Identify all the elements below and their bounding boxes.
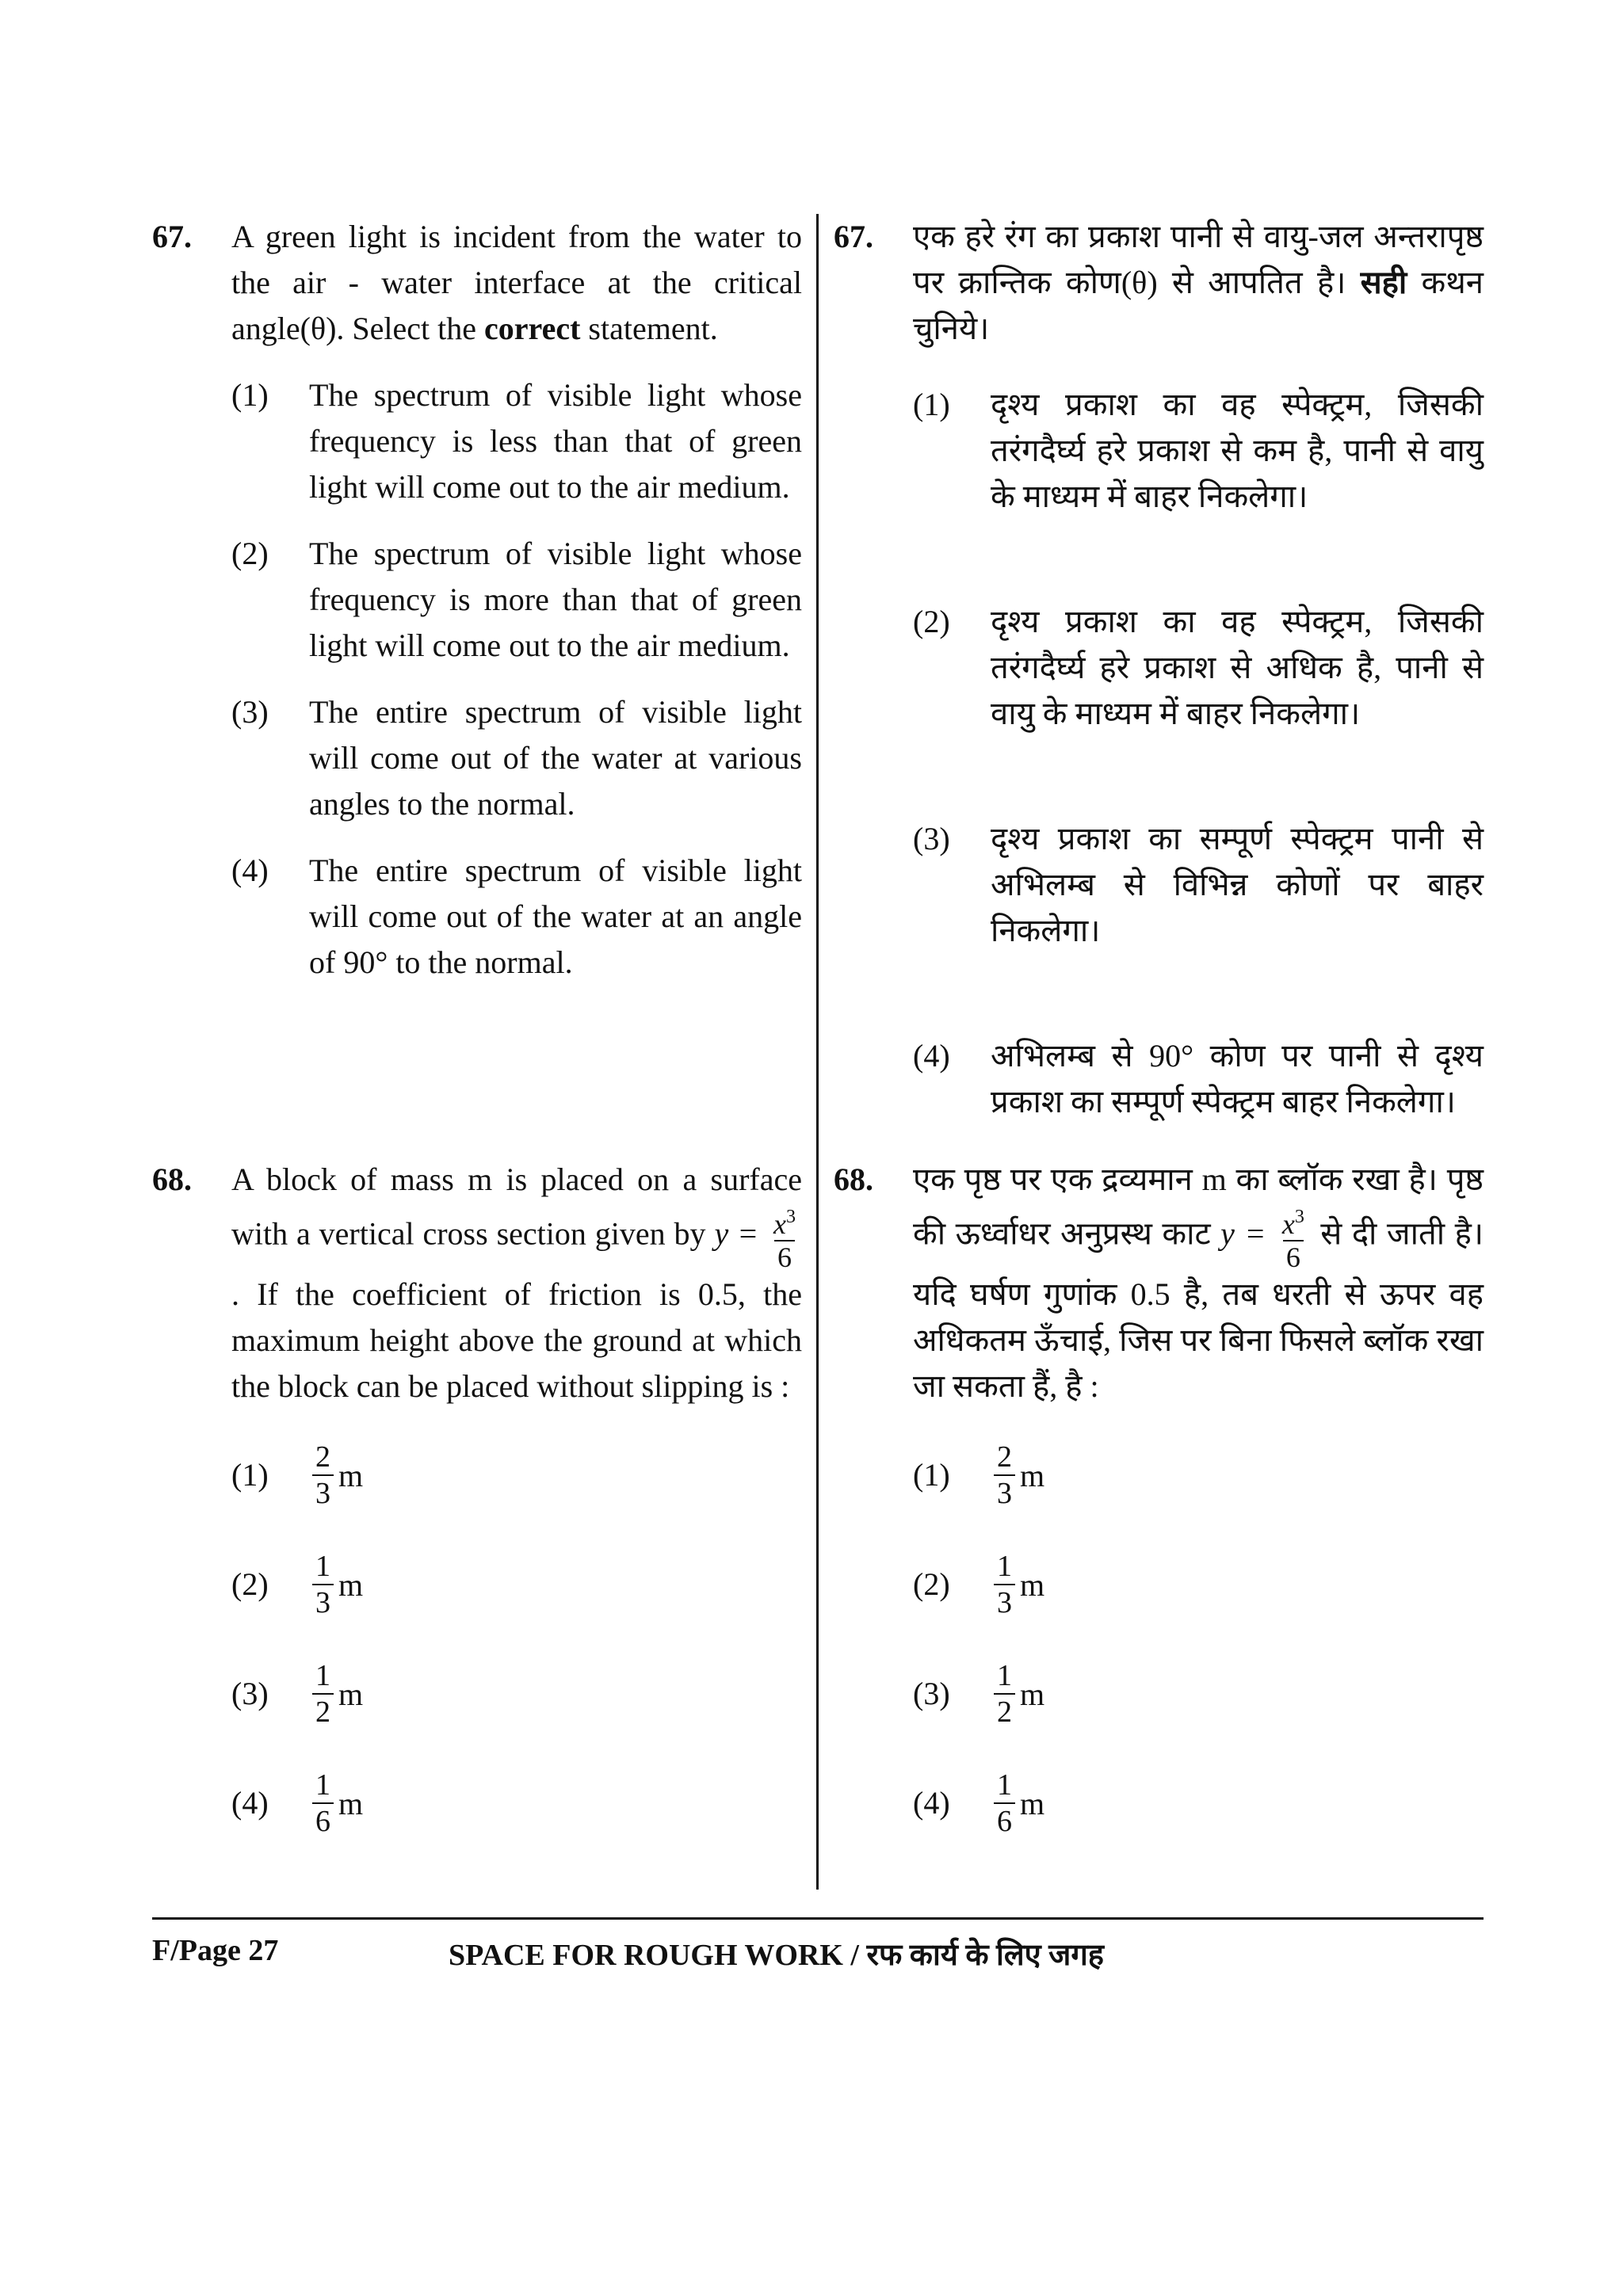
question-number: 67.	[152, 219, 192, 254]
question-text: A block of mass m is placed on a surface with a vertical cross section given by y = $\frac{x^3}{6}$ . If the coefficient of friction is 0.5, the maximum height above the ground at which the block can be placed without slipping is :	[231, 1161, 802, 1404]
answer-option-2: (2) $\frac{1}{3}$ m	[913, 1550, 1045, 1619]
question-text: A green light is incident from the water to the air - water interface at the critical angle(θ). Select the correct statement.	[231, 219, 802, 346]
option-2: (2) दृश्य प्रकाश का वह स्पेक्ट्रम, जिसकी तरंगदैर्घ्य हरे प्रकाश से अधिक है, पानी से वायु के माध्यम में बाहर निकलेगा।	[913, 604, 1484, 731]
question-text: एक हरे रंग का प्रकाश पानी से वायु-जल अन्तरापृष्ठ पर क्रान्तिक कोण(θ) से आपतित है। सही कथन चुनिये।	[913, 219, 1484, 346]
emphasis-text: सही	[1360, 265, 1407, 300]
answer-option-4: (4) $\frac{1}{6}$ m	[913, 1768, 1045, 1838]
answer-fraction: $\frac{1}{3}$	[312, 1550, 334, 1619]
option-4: (4) अभिलम्ब से 90° कोण पर पानी से दृश्य प्रकाश का सम्पूर्ण स्पेक्ट्रम बाहर निकलेगा।	[913, 1038, 1484, 1119]
answer-fraction: $\frac{1}{2}$	[994, 1660, 1015, 1728]
english-column	[152, 214, 802, 1838]
question-68-en	[152, 1157, 802, 1847]
question-number: 68.	[152, 1161, 192, 1197]
answer-fraction: $\frac{2}{3}$	[312, 1441, 334, 1509]
answer-option-1: (1) $\frac{2}{3}$ m	[913, 1440, 1045, 1510]
option-3: (3) The entire spectrum of visible light will come out of the water at various angles to the normal.	[231, 694, 802, 822]
answer-fraction: $\frac{2}{3}$	[994, 1441, 1015, 1509]
equation-lhs: y =	[1220, 1215, 1266, 1252]
options-list	[231, 372, 802, 986]
answer-option-1: (1) $\frac{2}{3}$ m	[231, 1440, 364, 1510]
answer-fraction: $\frac{1}{2}$	[312, 1660, 334, 1728]
hindi-column	[834, 214, 1484, 1838]
option-2: (2) The spectrum of visible light whose frequency is more than that of green light will come out to the air medium.	[231, 536, 802, 663]
options-list	[913, 382, 1484, 1125]
option-4: (4) The entire spectrum of visible light will come out of the water at an angle of 90° to the normal.	[231, 852, 802, 980]
answer-fraction: $\frac{1}{6}$	[994, 1769, 1015, 1837]
answer-option-3: (3) $\frac{1}{2}$ m	[913, 1659, 1045, 1729]
answer-options	[913, 1432, 1484, 1847]
answer-option-2: (2) $\frac{1}{3}$ m	[231, 1550, 364, 1619]
option-1: (1) The spectrum of visible light whose frequency is less than that of green light will come out to the air medium.	[231, 377, 802, 505]
question-67-en	[152, 214, 802, 986]
footer-rule	[152, 1917, 1484, 1920]
question-68-hi	[834, 1157, 1484, 1847]
rough-work-label: SPACE FOR ROUGH WORK / रफ कार्य के लिए जगह	[449, 1939, 1104, 1972]
page-number: F/Page 27	[152, 1934, 279, 1967]
equation-fraction: $\frac{x^3}{6}$	[773, 1207, 796, 1273]
answer-option-3: (3) $\frac{1}{2}$ m	[231, 1659, 364, 1729]
equation-lhs: y =	[714, 1215, 759, 1252]
question-67-hi	[834, 214, 1484, 1125]
equation-fraction: $\frac{x^3}{6}$	[1281, 1207, 1304, 1273]
question-number: 67.	[834, 219, 873, 254]
emphasis-text: correct	[484, 311, 581, 346]
answer-options	[231, 1432, 802, 1847]
question-number: 68.	[834, 1161, 873, 1197]
answer-fraction: $\frac{1}{6}$	[312, 1769, 334, 1837]
option-1: (1) दृश्य प्रकाश का वह स्पेक्ट्रम, जिसकी तरंगदैर्घ्य हरे प्रकाश से कम है, पानी से वायु के माध्यम में बाहर निकलेगा।	[913, 387, 1484, 514]
answer-option-4: (4) $\frac{1}{6}$ m	[231, 1768, 364, 1838]
column-divider	[816, 214, 819, 1890]
option-3: (3) दृश्य प्रकाश का सम्पूर्ण स्पेक्ट्रम पानी से अभिलम्ब से विभिन्न कोणों पर बाहर निकलेगा।	[913, 821, 1484, 948]
answer-fraction: $\frac{1}{3}$	[994, 1550, 1015, 1619]
question-text: एक पृष्ठ पर एक द्रव्यमान m का ब्लॉक रखा है। पृष्ठ की ऊर्ध्वाधर अनुप्रस्थ काट y = $\frac{x^3}{6}$ से दी जाती है। यदि घर्षण गुणांक 0.5 है, तब धरती से ऊपर वह अधिकतम ऊँचाई, जिस पर बिना फिसले ब्लॉक रखा जा सकता हैं, है :	[913, 1161, 1484, 1404]
